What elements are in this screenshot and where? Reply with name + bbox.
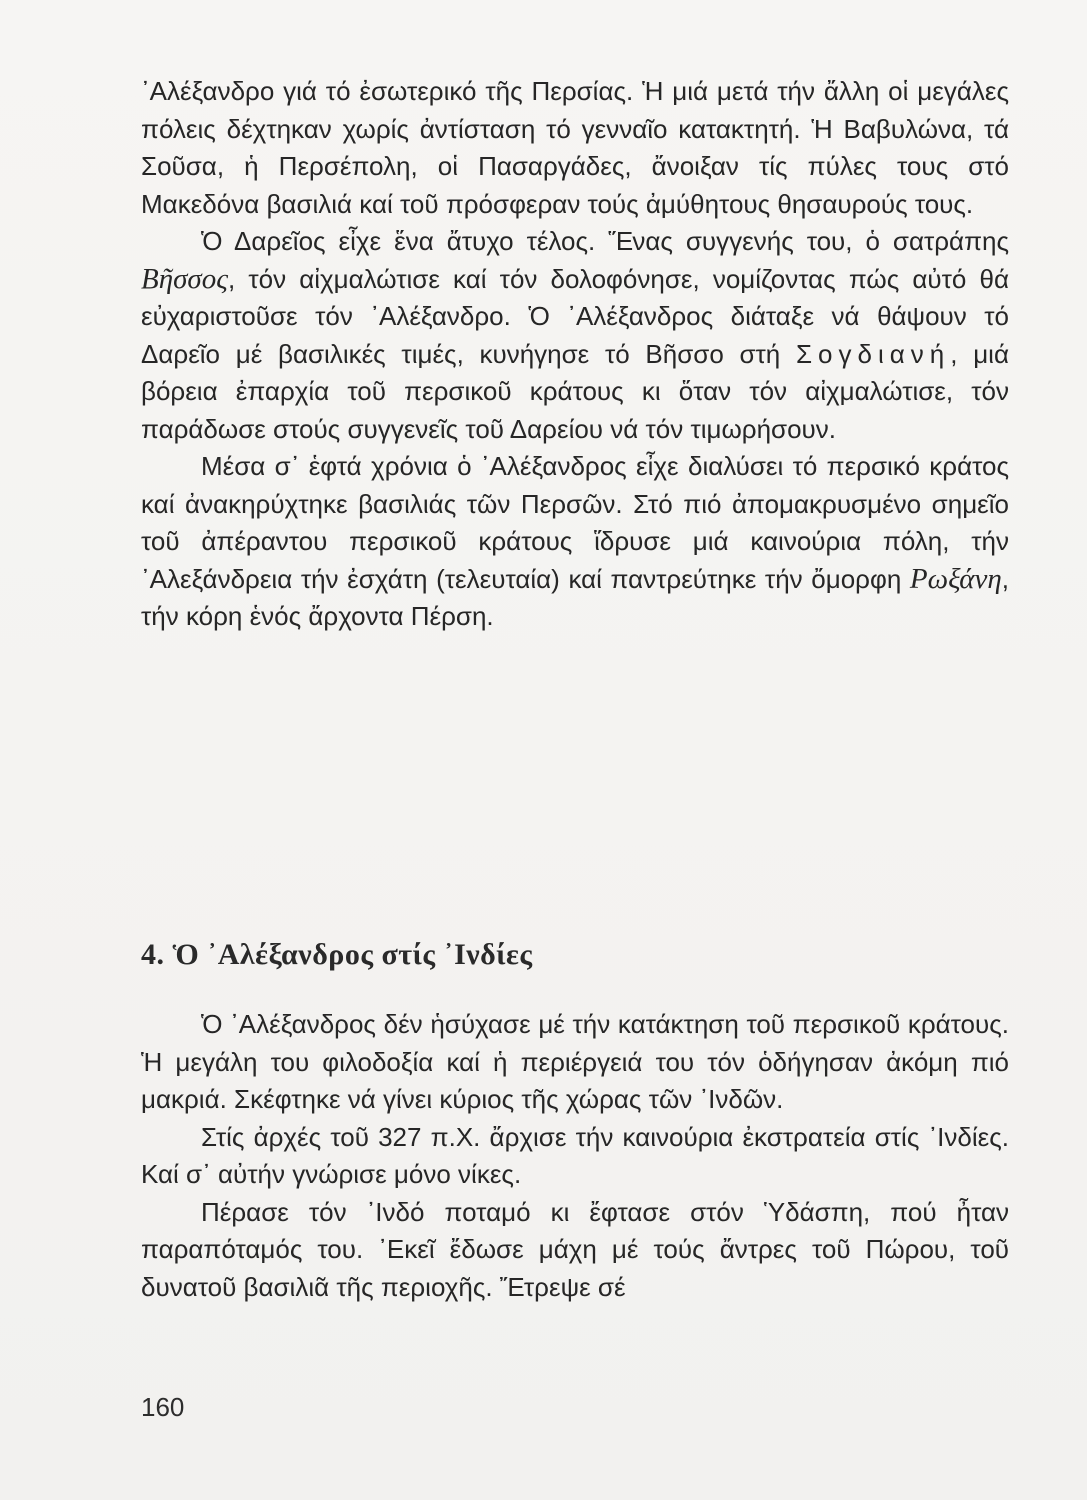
- page-number: 160: [141, 1392, 185, 1422]
- section-heading: 4. Ὁ ᾿Αλέξανδρος στίς ᾿Ινδίες: [141, 938, 533, 971]
- paragraph-3-part-b: , τήν κόρη ἑνός ἄρχοντα Πέρση.: [141, 563, 1009, 631]
- name-roxane: Ρωξάνη: [909, 562, 1002, 595]
- paragraph-1: ᾿Αλέξανδρο γιά τό ἐσωτερικό τῆς Περσίας. Ἡ μιά μετά τήν ἄλλη οἱ μεγάλες πόλεις δέχτηκαν χωρίς ἀντίσταση τό γενναῖο κατακτητή. Ἡ Βαβυλώνα, τά Σοῦσα, ἡ Περσέπολη, οἱ Πασαργάδες, ἄνοιξαν τίς πύλες τους στό Μακεδόνα βασιλιά καί τοῦ πρόσφεραν τούς ἀμύθητους θησαυρούς τους.: [141, 76, 1009, 219]
- paragraph-5: Στίς ἀρχές τοῦ 327 π.Χ. ἄρχισε τήν καινούρια ἐκστρατεία στίς ᾿Ινδίες. Καί σ᾿ αὐτήν γνώρισε μόνο νίκες.: [141, 1121, 1009, 1189]
- paragraph-4: Ὁ ᾿Αλέξανδρος δέν ἡσύχασε μέ τήν κατάκτηση τοῦ περσικοῦ κράτους. Ἡ μεγάλη του φιλοδοξία καί ἡ περιέργειά του τόν ὁδήγησαν ἀκόμη πιό μακριά. Σκέφτηκε νά γίνει κύριος τῆς χώρας τῶν ᾿Ινδῶν.: [141, 1009, 1009, 1114]
- paragraph-2-part-a: Ὁ Δαρεῖος εἶχε ἕνα ἄτυχο τέλος. Ἕνας συγγενής του, ὁ σατράπης: [201, 226, 1009, 256]
- paragraph-2-part-b: , τόν αἰχμαλώτισε καί τόν δολοφόνησε, νομίζοντας πώς αὐτό θά εὐχαριστοῦσε τόν ᾿Αλέξανδρο. Ὁ ᾿Αλέξανδρος διάταξε νά θάψουν τό Δαρεῖο μέ βασιλικές τιμές, κυνήγησε τό Βῆσσο στή: [141, 263, 1009, 369]
- paragraph-2: [141, 223, 1009, 448]
- text-block-upper: [141, 73, 1009, 636]
- paragraph-6: Πέρασε τόν ᾿Ινδό ποταμό κι ἔφτασε στόν Ὑδάσπη, πού ἦταν παραπόταμός του. ᾿Εκεῖ ἔδωσε μάχη μέ τούς ἄντρες τοῦ Πώρου, τοῦ δυνατοῦ βασιλιᾶ τῆς περιοχῆς. Ἔτρεψε σέ: [141, 1196, 1009, 1302]
- region-sogdiana: Σογδιανή: [795, 338, 951, 369]
- paragraph-3: [141, 448, 1009, 636]
- paragraph-2-part-c: , μιά βόρεια ἐπαρχία τοῦ περσικοῦ κράτους κι ὅταν τόν αἰχμαλώτισε, τόν παράδωσε στούς συγγενεῖς τοῦ Δαρείου νά τόν τιμωρήσουν.: [141, 338, 1009, 444]
- text-block-lower: [141, 1006, 1009, 1306]
- name-bessos: Βῆσσος: [141, 262, 228, 295]
- paragraph-3-part-a: Μέσα σ᾿ ἑφτά χρόνια ὁ ᾿Αλέξανδρος εἶχε διαλύσει τό περσικό κράτος καί ἀνακηρύχτηκε βασιλιάς τῶν Περσῶν. Στό πιό ἀπομακρυσμένο σημεῖο τοῦ ἀπέραντου περσικοῦ κράτους ἵδρυσε μιά καινούρια πόλη, τήν ᾿Αλεξάνδρεια τήν ἐσχάτη (τελευταία) καί παντρεύτηκε τήν ὄμορφη: [141, 451, 1009, 594]
